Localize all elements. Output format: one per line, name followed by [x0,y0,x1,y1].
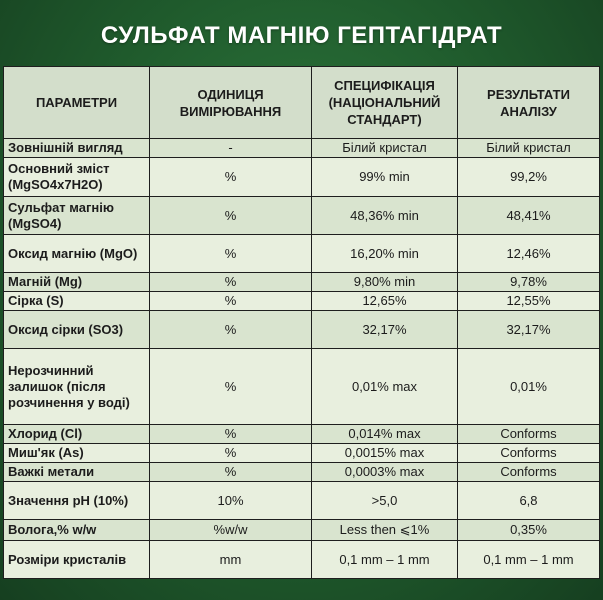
result-cell: Conforms [458,463,600,482]
spec-cell: 0,0003% max [312,463,458,482]
param-cell: Вологa,% w/w [4,520,150,541]
unit-cell: % [150,463,312,482]
result-cell: 9,78% [458,273,600,292]
param-cell: Хлорид (Cl) [4,425,150,444]
table-row [4,349,600,425]
unit-cell: % [150,235,312,273]
spec-cell: 48,36% min [312,197,458,235]
result-cell: Conforms [458,444,600,463]
table-row [4,482,600,520]
table-row [4,463,600,482]
unit-cell: % [150,349,312,425]
header-results: РЕЗУЛЬТАТИ АНАЛІЗУ [458,67,600,139]
header-unit: ОДИНИЦЯ ВИМІРЮВАННЯ [150,67,312,139]
param-cell: Важкі метали [4,463,150,482]
spec-cell: 9,80% min [312,273,458,292]
table-row [4,541,600,579]
result-cell: 0,35% [458,520,600,541]
table-row [4,292,600,311]
result-cell: 0,1 mm – 1 mm [458,541,600,579]
table-row [4,311,600,349]
table-row [4,197,600,235]
param-cell: Основний зміст (MgSO4x7H2O) [4,158,150,197]
result-cell: 32,17% [458,311,600,349]
table-row [4,273,600,292]
param-cell: Зовнішній вигляд [4,139,150,158]
table-row [4,139,600,158]
unit-cell: - [150,139,312,158]
table-row [4,425,600,444]
spec-cell: Less then ⩽1% [312,520,458,541]
result-cell: 48,41% [458,197,600,235]
param-cell: Оксид сірки (SO3) [4,311,150,349]
param-cell: Розміри кристалів [4,541,150,579]
param-cell: Значення pH (10%) [4,482,150,520]
table-row [4,158,600,197]
unit-cell: %w/w [150,520,312,541]
unit-cell: 10% [150,482,312,520]
unit-cell: mm [150,541,312,579]
specification-table [3,66,600,579]
unit-cell: % [150,444,312,463]
result-cell: Conforms [458,425,600,444]
spec-cell: 0,014% max [312,425,458,444]
table-header-row [4,67,600,139]
spec-cell: 99% min [312,158,458,197]
spec-cell: >5,0 [312,482,458,520]
spec-cell: 32,17% [312,311,458,349]
param-cell: Оксид магнію (MgO) [4,235,150,273]
param-cell: Нерозчинний залишок (після розчинення у воді) [4,349,150,425]
result-cell: 99,2% [458,158,600,197]
table-row [4,235,600,273]
param-cell: Сірка (S) [4,292,150,311]
spec-cell: 16,20% min [312,235,458,273]
header-parameters: ПАРАМЕТРИ [4,67,150,139]
result-cell: Білий кристал [458,139,600,158]
spec-cell: 0,1 mm – 1 mm [312,541,458,579]
spec-cell: Білий кристал [312,139,458,158]
unit-cell: % [150,158,312,197]
result-cell: 6,8 [458,482,600,520]
param-cell: Миш'як (As) [4,444,150,463]
spec-cell: 12,65% [312,292,458,311]
result-cell: 0,01% [458,349,600,425]
unit-cell: % [150,311,312,349]
page-title: СУЛЬФАТ МАГНІЮ ГЕПТАГІДРАТ [100,22,503,49]
unit-cell: % [150,292,312,311]
header-specification: СПЕЦИФІКАЦІЯ (НАЦІОНАЛЬНИЙ СТАНДАРТ) [312,67,458,139]
result-cell: 12,55% [458,292,600,311]
spec-cell: 0,0015% max [312,444,458,463]
result-cell: 12,46% [458,235,600,273]
spec-cell: 0,01% max [312,349,458,425]
unit-cell: % [150,273,312,292]
param-cell: Сульфат магнію (MgSO4) [4,197,150,235]
unit-cell: % [150,425,312,444]
param-cell: Магній (Mg) [4,273,150,292]
unit-cell: % [150,197,312,235]
table-row [4,444,600,463]
table-row [4,520,600,541]
